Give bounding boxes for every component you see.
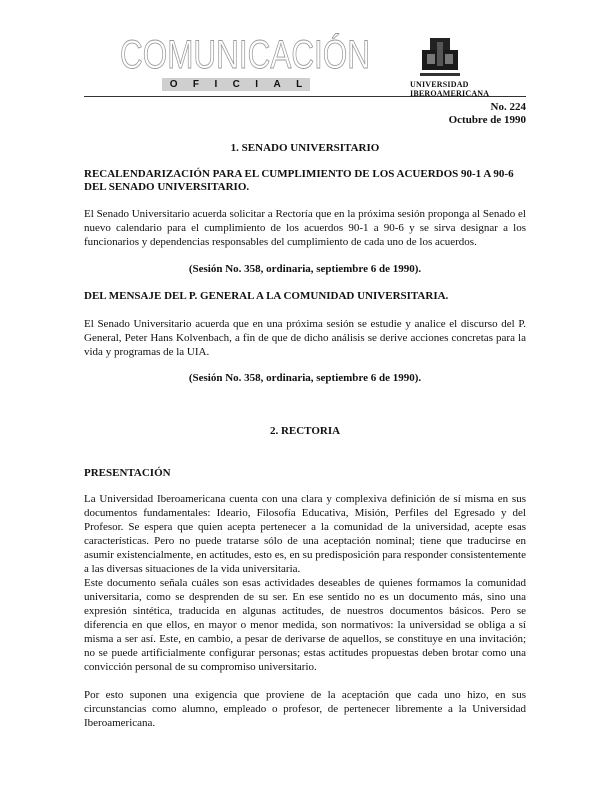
oficial-letter: I: [255, 79, 259, 90]
paragraph-3: Por esto suponen una exigencia que proviene de la aceptación que cada uno hizo, en sus circunstancias como alumno, empleado o profesor, de pertenecer libremente a la Universidad Iberoamericana.: [84, 689, 526, 729]
oficial-letter: A: [273, 79, 281, 90]
issue-number: No. 224: [490, 101, 526, 113]
issue-date: Octubre de 1990: [448, 114, 526, 126]
paragraph-1: La Universidad Iberoamericana cuenta con una clara y complexiva definición de sí misma en sus documentos fundamentales: Ideario, Filosofía Educativa, Misión, Perfiles del Egresado y del Profesor. Se espera que quien acepta pertenecer a la comunidad de la universidad, acepte esas características. Pero no puede tratarse sólo de una aceptación nominal; tiene que traducirse en asumir existencialmente, en actitudes, esto es, en su predisposición para responder consistentemente a las diversas situaciones de la vida universitaria.: [84, 493, 526, 575]
oficial-banner: [162, 78, 310, 91]
oficial-letter: C: [232, 79, 240, 90]
item-1-session: (Sesión No. 358, ordinaria, septiembre 6 de 1990).: [188, 263, 422, 275]
logo-title-text: COMUNICACIÓN: [120, 33, 438, 77]
oficial-letter: L: [296, 79, 303, 90]
header-divider: [84, 96, 526, 97]
item-2-body: El Senado Universitario acuerda que en una próxima sesión se estudie y analice el discurso del P. General, Peter Hans Kolvenbach, a fin de que de dicho análisis se derive acciones concretas para la vida y programas de la UIA.: [84, 318, 526, 358]
university-line-1: UNIVERSIDAD: [410, 80, 469, 89]
item-2-heading: DEL MENSAJE DEL P. GENERAL A LA COMUNIDAD UNIVERSITARIA.: [84, 290, 449, 302]
section-1-title: 1. SENADO UNIVERSITARIO: [230, 142, 380, 154]
item-1-heading: RECALENDARIZACIÓN PARA EL CUMPLIMIENTO DE LOS ACUERDOS 90-1 A 90-6 DEL SENADO UNIVERSITARIO.: [84, 168, 514, 193]
oficial-letter: O: [169, 79, 178, 90]
item-1-body: El Senado Universitario acuerda solicitar a Rectoría que en la próxima sesión proponga al Senado el nuevo calendario para el cumplimiento de los acuerdos 90-1 a 90-6 y se sirva designar a los funcionarios y dependencias responsables del cumplimiento de cada uno de los acuerdos.: [84, 208, 526, 248]
paragraph-2: Este documento señala cuáles son esas actividades deseables de quienes formamos la comunidad universitaria, como se desprenden de su ser. En ese sentido no es un documento más, sino una expresión sintética, traducida en algunas actitudes, de nuestros documentos básicos. Pero se diferencia en que ellos, en mayor o menor medida, son normativos: la universidad se obliga a sí misma a ser así. Este, en cambio, a pesar de derivarse de aquellos, se constituye en una invitación; no se puede artificialmente configurar personas; estas actitudes propuestas deben brotar como una convicción personal de su compromiso universitario.: [84, 577, 526, 673]
university-crest-icon: [418, 36, 462, 78]
university-line-2: IBEROAMERICANA: [410, 89, 490, 98]
comunicacion-logo: [118, 24, 438, 77]
section-2-title: 2. RECTORIA: [269, 425, 341, 437]
oficial-letters: [162, 78, 310, 91]
oficial-letter: I: [214, 79, 218, 90]
item-2-session: (Sesión No. 358, ordinaria, septiembre 6 de 1990).: [188, 372, 422, 384]
presentacion-heading: PRESENTACIÓN: [84, 467, 171, 479]
oficial-letter: F: [192, 79, 200, 90]
